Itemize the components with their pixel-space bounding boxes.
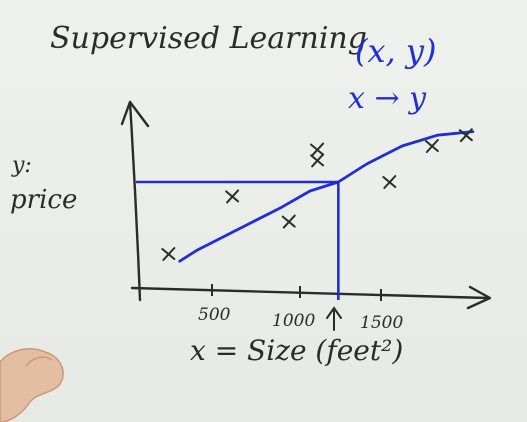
- mapping-notation: x → y: [348, 81, 427, 116]
- y-axis-arrowhead: [122, 102, 148, 126]
- y-axis-label: price: [10, 185, 78, 215]
- pair-notation: (x, y): [355, 32, 437, 70]
- y-axis-line: [130, 102, 140, 300]
- title-text: Supervised Learning: [50, 21, 367, 56]
- training-point-marker: [426, 140, 438, 152]
- x-tick-label: 1500: [360, 313, 404, 333]
- x-tick-label: 500: [198, 305, 231, 325]
- training-point-marker: [226, 190, 238, 202]
- training-point-marker: [311, 144, 323, 156]
- presenter-hand: [0, 349, 63, 422]
- training-point-marker: [383, 176, 395, 188]
- x-tick-label: 1000: [272, 311, 316, 331]
- training-point-marker: [283, 216, 295, 228]
- x-axis-line: [132, 288, 488, 298]
- y-axis-variable: y:: [12, 153, 32, 178]
- query-arrow-icon: [327, 308, 341, 330]
- x-axis-label: x = Size (feet²): [190, 334, 404, 367]
- training-point-marker: [162, 248, 174, 260]
